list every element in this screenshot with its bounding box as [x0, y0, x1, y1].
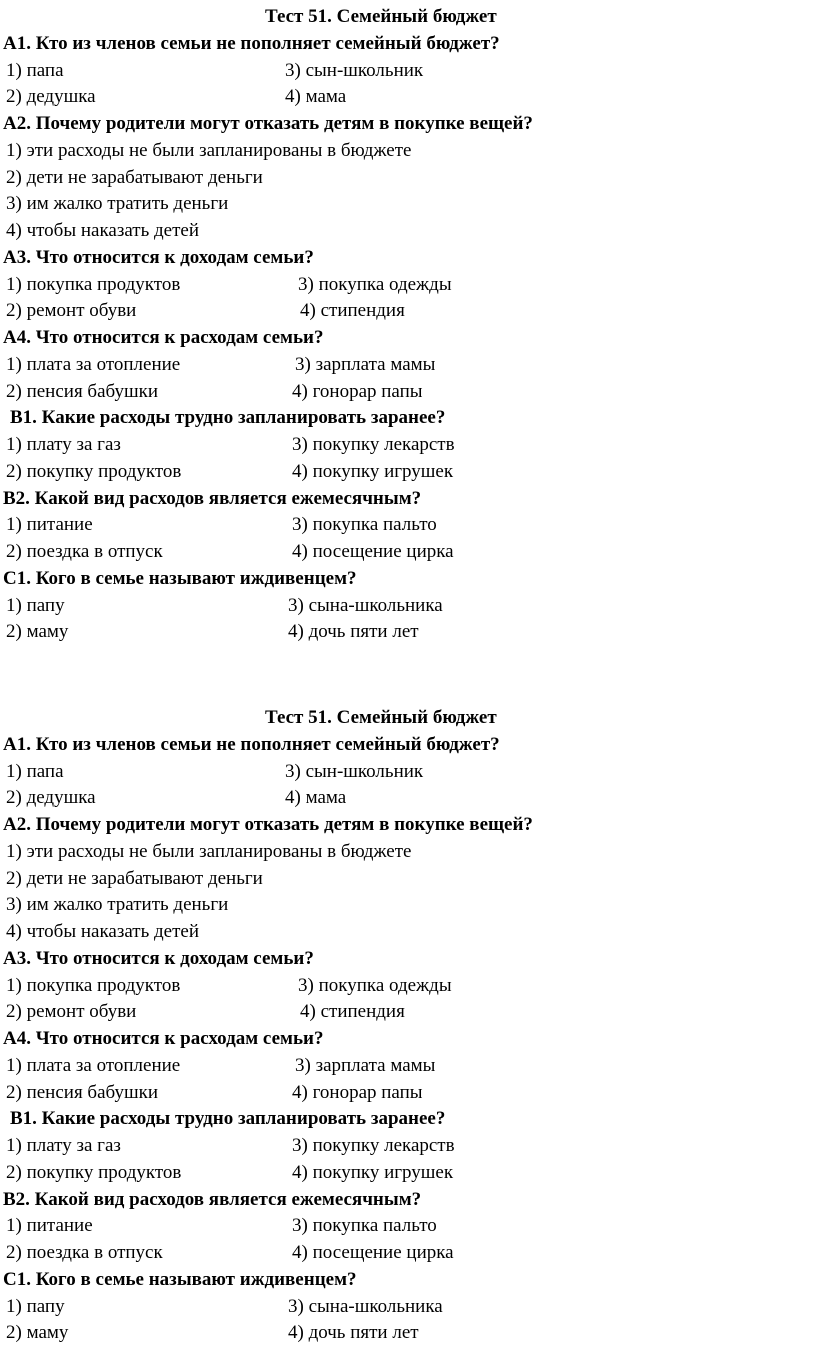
answer-option: 3) покупку лекарств: [292, 1135, 455, 1156]
answer-option: 3) им жалко тратить деньги: [6, 193, 229, 215]
answer-option: 1) плата за отопление: [6, 353, 181, 375]
answer-option: 4) стипендия: [300, 1001, 405, 1023]
answer-option: 3) покупку лекарств: [292, 434, 455, 455]
answer-option: 2) покупку продуктов: [6, 1161, 182, 1183]
answer-option: 2) пенсия бабушки: [6, 380, 159, 402]
answer-option: 4) чтобы наказать детей: [6, 220, 200, 241]
answer-option: 4) гонорар папы: [292, 380, 423, 402]
question-text: А4. Что относится к расходам семьи?: [3, 327, 324, 348]
test-title: Тест 51. Семейный бюджет: [265, 6, 497, 27]
answer-option: 2) дедушка: [6, 787, 96, 809]
answer-option: 1) плата за отопление: [6, 1054, 181, 1076]
question-text: В1. Какие расходы трудно запланировать заранее?: [10, 1108, 446, 1130]
answer-option: 4) посещение цирка: [292, 541, 454, 562]
answer-option: 3) сына-школьника: [288, 1295, 443, 1317]
answer-option: 4) гонорар папы: [292, 1081, 423, 1103]
question-text: В1. Какие расходы трудно запланировать заранее?: [10, 407, 446, 429]
answer-option: 3) покупка пальто: [292, 514, 437, 536]
question-text: А1. Кто из членов семьи не пополняет семейный бюджет?: [3, 32, 500, 54]
question-text: А3. Что относится к доходам семьи?: [3, 947, 314, 969]
answer-option: 4) покупку игрушек: [292, 460, 454, 482]
test-title: Тест 51. Семейный бюджет: [265, 707, 497, 728]
question-text: С1. Кого в семье называют иждивенцем?: [3, 567, 357, 589]
answer-option: 1) покупка продуктов: [6, 273, 181, 295]
answer-option: 2) ремонт обуви: [6, 1001, 137, 1023]
answer-option: 3) сын-школьник: [285, 760, 424, 782]
answer-option: 1) папу: [6, 1295, 65, 1317]
answer-option: 1) плату за газ: [6, 434, 121, 455]
answer-option: 3) сын-школьник: [285, 59, 424, 81]
answer-option: 3) покупка пальто: [292, 1215, 437, 1237]
answer-option: 3) им жалко тратить деньги: [6, 894, 229, 916]
answer-option: 4) посещение цирка: [292, 1242, 454, 1263]
answer-option: 4) дочь пяти лет: [288, 621, 419, 643]
answer-option: 4) чтобы наказать детей: [6, 921, 200, 942]
question-text: А1. Кто из членов семьи не пополняет семейный бюджет?: [3, 733, 500, 755]
question-text: А3. Что относится к доходам семьи?: [3, 246, 314, 268]
answer-option: 2) ремонт обуви: [6, 300, 137, 322]
answer-option: 4) покупку игрушек: [292, 1161, 454, 1183]
answer-option: 4) мама: [285, 86, 347, 108]
answer-option: 2) маму: [6, 621, 69, 643]
answer-option: 1) плату за газ: [6, 1135, 121, 1156]
answer-option: 2) маму: [6, 1322, 69, 1344]
answer-option: 3) зарплата мамы: [295, 1054, 436, 1076]
answer-option: 2) поездка в отпуск: [6, 541, 163, 562]
answer-option: 1) питание: [6, 1215, 93, 1237]
question-text: С1. Кого в семье называют иждивенцем?: [3, 1268, 357, 1290]
answer-option: 2) покупку продуктов: [6, 460, 182, 482]
answer-option: 2) поездка в отпуск: [6, 1242, 163, 1263]
answer-option: 1) эти расходы не были запланированы в бюджете: [6, 840, 412, 862]
question-text: А2. Почему родители могут отказать детям в покупке вещей?: [3, 113, 533, 134]
question-text: В2. Какой вид расходов является ежемесячным?: [3, 487, 422, 509]
answer-option: 1) питание: [6, 514, 93, 536]
answer-option: 3) сына-школьника: [288, 594, 443, 616]
answer-option: 1) папа: [6, 59, 64, 81]
answer-option: 1) папу: [6, 594, 65, 616]
answer-option: 2) дедушка: [6, 86, 96, 108]
answer-option: 1) эти расходы не были запланированы в бюджете: [6, 139, 412, 161]
answer-option: 4) дочь пяти лет: [288, 1322, 419, 1344]
answer-option: 4) мама: [285, 787, 347, 809]
question-text: В2. Какой вид расходов является ежемесячным?: [3, 1188, 422, 1210]
answer-option: 2) дети не зарабатывают деньги: [6, 867, 263, 889]
answer-option: 1) папа: [6, 760, 64, 782]
answer-option: 3) зарплата мамы: [295, 353, 436, 375]
answer-option: 4) стипендия: [300, 300, 405, 322]
answer-option: 1) покупка продуктов: [6, 974, 181, 996]
answer-option: 3) покупка одежды: [298, 273, 452, 295]
answer-option: 2) дети не зарабатывают деньги: [6, 166, 263, 188]
answer-option: 3) покупка одежды: [298, 974, 452, 996]
question-text: А4. Что относится к расходам семьи?: [3, 1028, 324, 1049]
answer-option: 2) пенсия бабушки: [6, 1081, 159, 1103]
question-text: А2. Почему родители могут отказать детям в покупке вещей?: [3, 814, 533, 835]
